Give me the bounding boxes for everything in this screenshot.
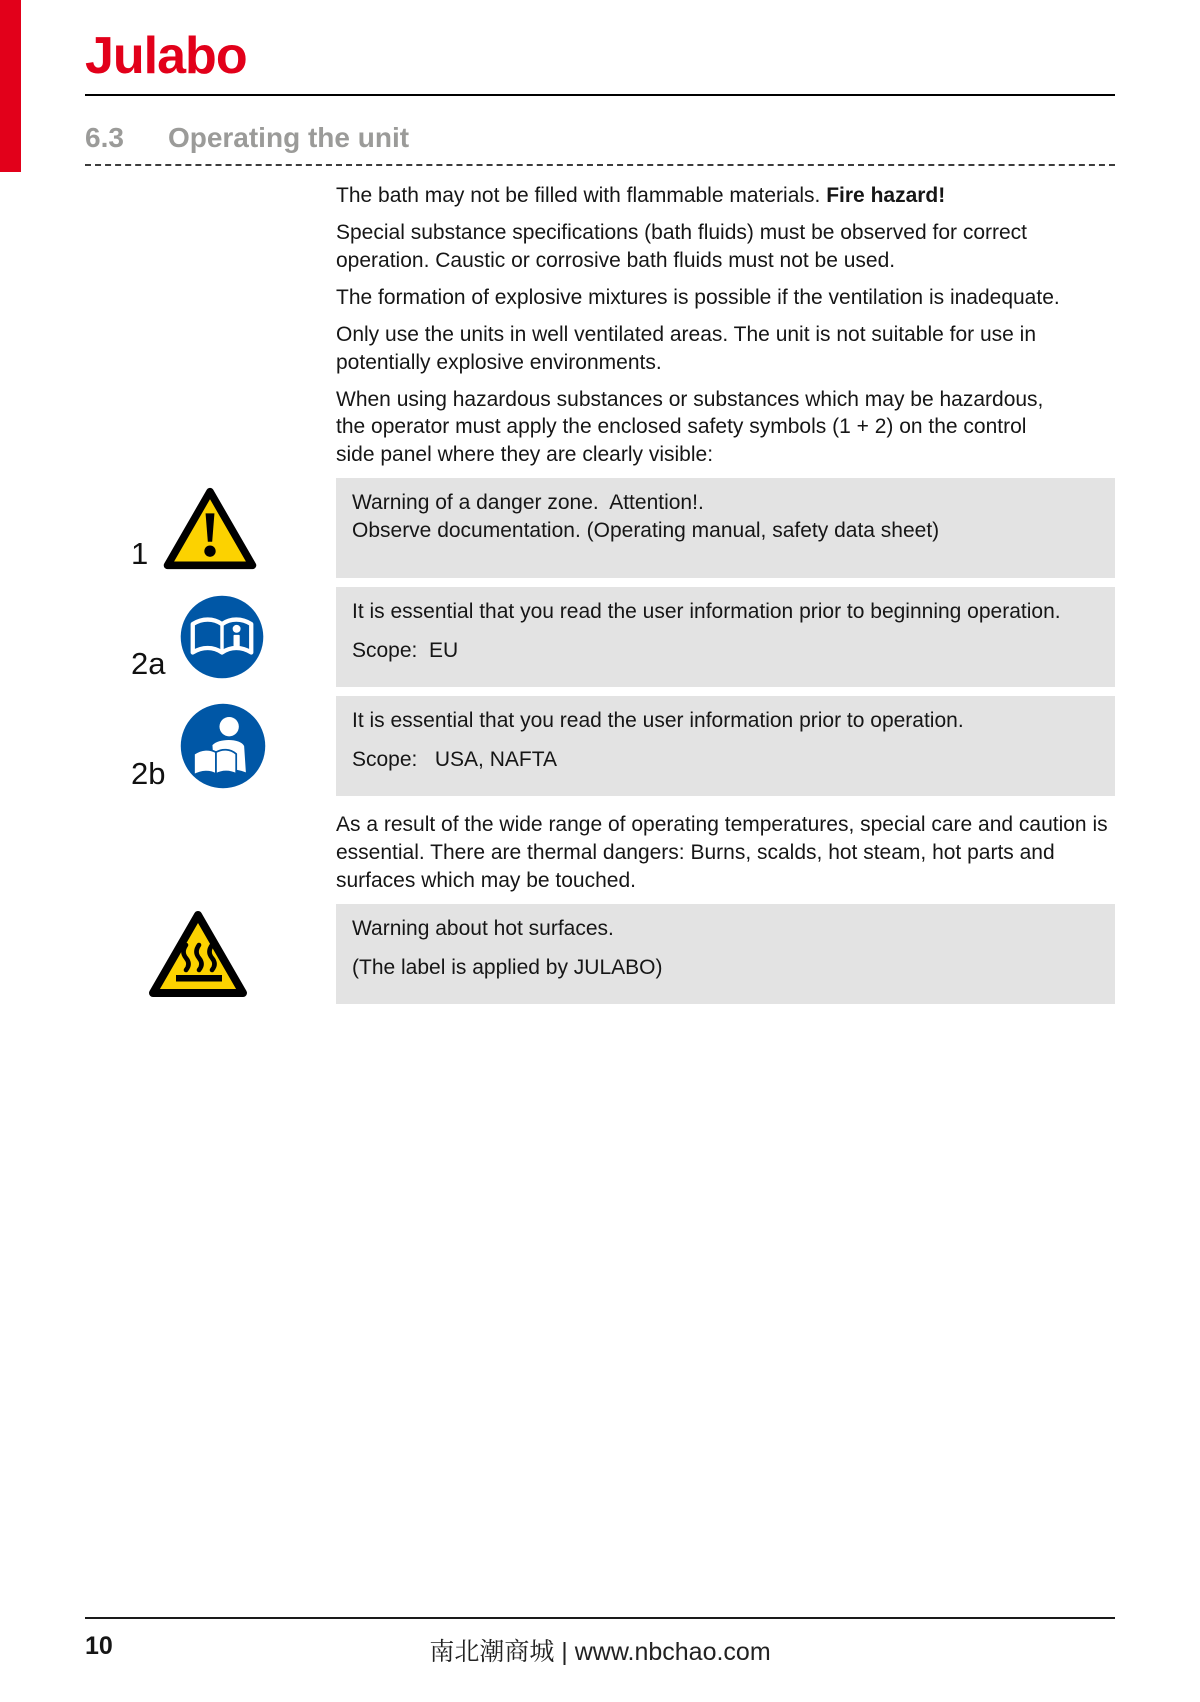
symbol-number-label: 2a	[131, 645, 166, 681]
body-paragraph: Special substance specifications (bath fluids) must be observed for correct operation. Caustic or corrosive bath fluids must not be used.	[336, 220, 1028, 272]
page-number: 10	[85, 1632, 113, 1660]
brand-color-strip	[0, 0, 21, 172]
section-number: 6.3	[85, 122, 124, 153]
page-content	[85, 182, 1115, 1004]
warning-text-box	[336, 904, 1115, 1004]
read-instructions-person-icon	[179, 702, 267, 790]
section-heading	[85, 122, 1115, 166]
page-footer	[85, 1617, 1115, 1666]
read-manual-book-icon	[179, 594, 265, 680]
intro-paragraphs	[336, 182, 1115, 469]
warning-row	[85, 587, 1115, 687]
symbol-cell	[85, 909, 336, 999]
warning-row	[85, 696, 1115, 796]
paragraph-text: The bath may not be filled with flammable materials.	[336, 184, 827, 207]
symbol-number-label: 1	[131, 536, 149, 572]
warning-line: It is essential that you read the user information prior to operation.	[352, 709, 964, 733]
scope-line: Scope: USA, NAFTA	[352, 748, 558, 772]
scope-line: Scope: EU	[352, 639, 459, 663]
fire-hazard-emphasis: Fire hazard!	[826, 184, 946, 207]
thermal-danger-paragraph: As a result of the wide range of operating temperatures, special care and caution is essential. There are thermal dangers: Burns, scalds, hot steam, hot parts and surfaces which may be touched.	[336, 813, 1108, 893]
body-paragraph: Only use the units in well ventilated areas. The unit is not suitable for use in potentially explosive environments.	[336, 322, 1037, 374]
symbol-number-label: 2b	[131, 755, 166, 791]
symbol-cell	[85, 594, 336, 680]
warning-line: Warning about hot surfaces.	[352, 917, 614, 941]
body-paragraph: When using hazardous substances or substances which may be hazardous, the operator must apply the enclosed safety symbols (1 + 2) on the control side panel where they are clearly visible:	[336, 387, 1044, 467]
warning-line: Observe documentation. (Operating manual, safety data sheet)	[352, 519, 940, 543]
warning-text-box	[336, 587, 1115, 687]
julabo-logo: Julabo	[85, 30, 1115, 96]
warning-line: Warning of a danger zone. Attention!.	[352, 491, 704, 515]
warning-triangle-icon	[162, 486, 258, 571]
symbol-cell	[85, 702, 336, 790]
section-title: Operating the unit	[167, 122, 410, 153]
watermark-site-text: 南北潮商城 | www.nbchao.com	[429, 1638, 771, 1666]
body-paragraph: The formation of explosive mixtures is possible if the ventilation is inadequate.	[336, 285, 1060, 309]
symbol-cell	[85, 486, 336, 571]
warning-text-box	[336, 478, 1115, 578]
warning-row	[85, 478, 1115, 578]
warning-line: It is essential that you read the user information prior to beginning operation.	[352, 600, 1061, 624]
hot-surface-icon	[147, 909, 249, 999]
body-paragraph	[336, 182, 1061, 210]
warning-line: (The label is applied by JULABO)	[352, 955, 663, 979]
warning-row	[85, 904, 1115, 1004]
warning-text-box	[336, 696, 1115, 796]
